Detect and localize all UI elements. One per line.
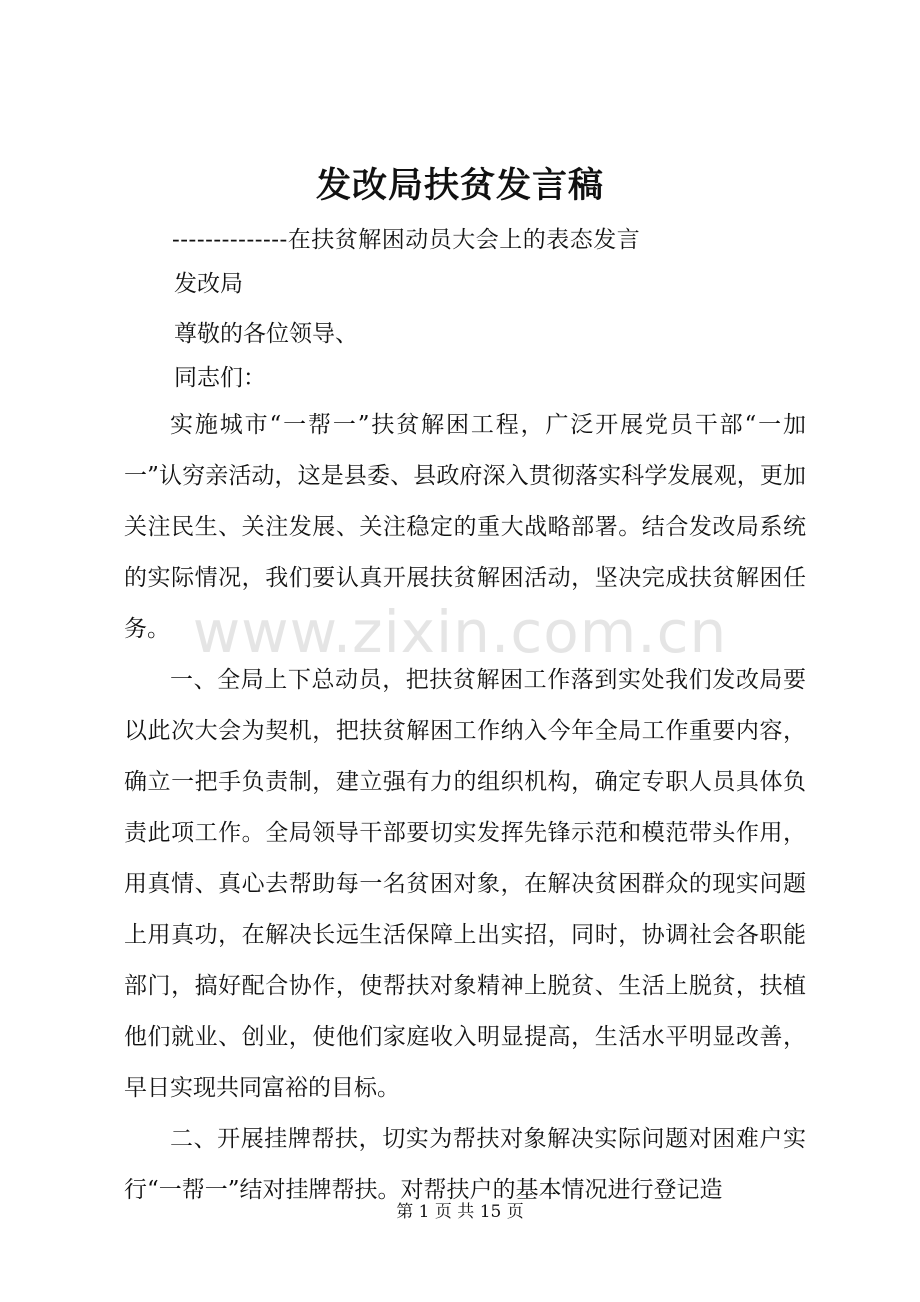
document-title: 发改局扶贫发言稿: [315, 165, 604, 206]
author-line: 发改局: [174, 271, 243, 297]
body-paragraph: 实施城市“一帮一”扶贫解困工程，广泛开展党员干部“一加一”认穷亲活动，这是县委、县政府深入贯彻落实科学发展观，更加关注民生、关注发展、关注稳定的重大战略部署。结合发改局系统的实际情况，我们要认真开展扶贫解困活动，坚决完成扶贫解困任务。: [124, 412, 806, 642]
salutation-line-1: 尊敬的各位领导、: [174, 321, 358, 347]
watermark: www.zixin.com.cn: [192, 598, 728, 666]
document-subtitle: --------------在扶贫解困动员大会上的表态发言: [172, 227, 641, 253]
document-body: [124, 400, 806, 1216]
page-footer: 第 1 页 共 15 页: [396, 1202, 524, 1222]
salutation-line-2: 同志们：: [174, 365, 266, 391]
body-paragraph: 一、全局上下总动员，把扶贫解困工作落到实处我们发改局要以此次大会为契机，把扶贫解困工作纳入今年全局工作重要内容，确立一把手负责制，建立强有力的组织机构，确定专职人员具体负责此项工作。全局领导干部要切实发挥先锋示范和模范带头作用，用真情、真心去帮助每一名贫困对象，在解决贫困群众的现实问题上用真功，在解决长远生活保障上出实招，同时，协调社会各职能部门，搞好配合协作，使帮扶对象精神上脱贫、生活上脱贫，扶植他们就业、创业，使他们家庭收入明显提高，生活水平明显改善，早日实现共同富裕的目标。: [124, 667, 806, 1101]
body-paragraph: 二、开展挂牌帮扶，切实为帮扶对象解决实际问题对困难户实行“一帮一”结对挂牌帮扶。对帮扶户的基本情况进行登记造: [124, 1126, 806, 1203]
